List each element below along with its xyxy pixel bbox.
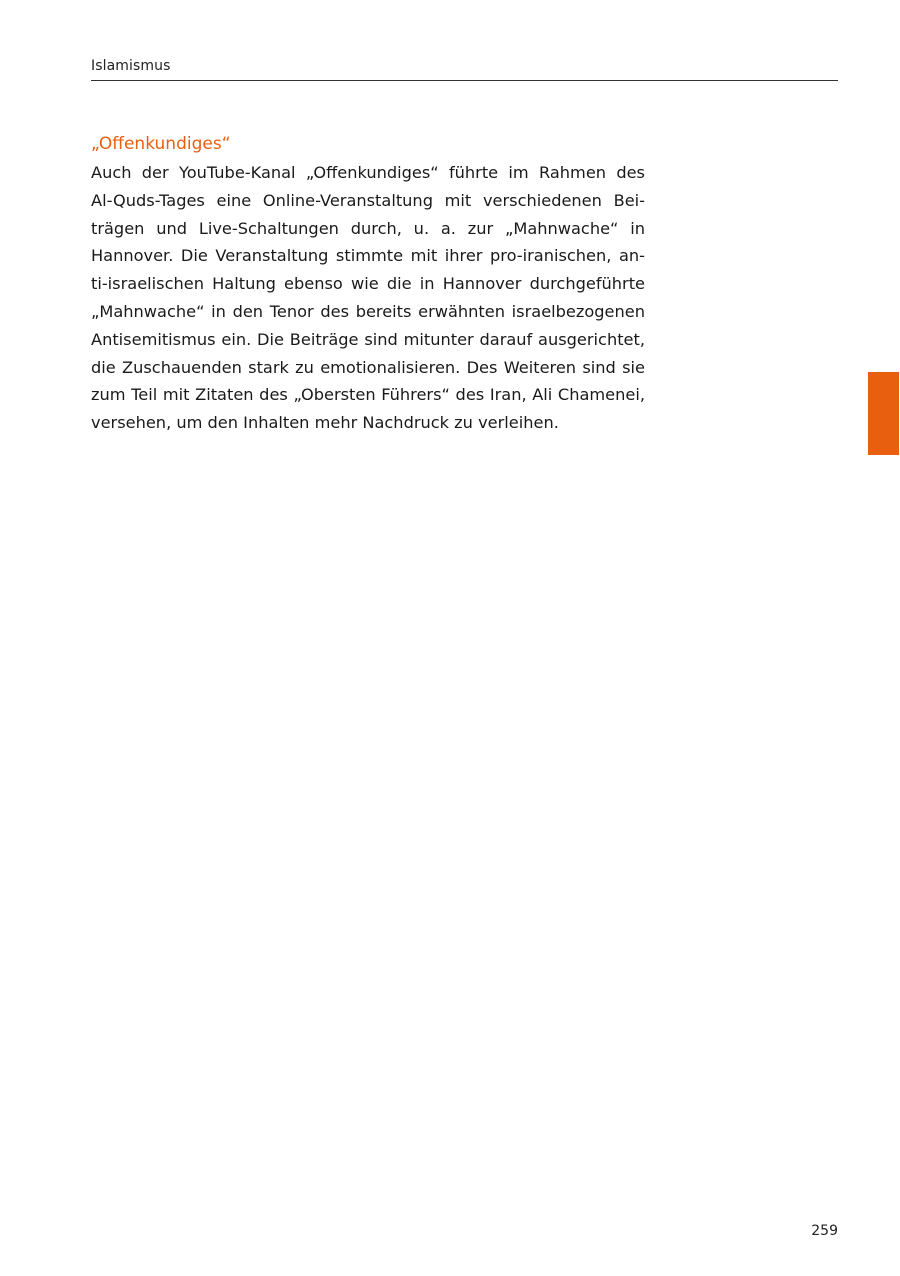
body-line: versehen, um den Inhalten mehr Nachdruck zu verleihen. (91, 413, 559, 433)
body-line: „Mahnwache“ in den Tenor des bereits erwähnten israelbezogenen (91, 301, 645, 321)
body-line: zum Teil mit Zitaten des „Obersten Führers“ des Iran, Ali Chamenei, (91, 385, 645, 405)
body-line: Auch der YouTube-Kanal „Offenkundiges“ führte im Rahmen des (91, 163, 645, 182)
body-line: Antisemitismus ein. Die Beiträge sind mitunter darauf ausgerichtet, (91, 329, 645, 349)
header-rule (91, 80, 838, 81)
body-line: ti-israelischen Haltung ebenso wie die in Hannover durchgeführte (91, 274, 645, 294)
section-heading: „Offenkundiges“ (91, 134, 231, 154)
body-line: Al-Quds-Tages eine Online-Veranstaltung mit verschiedenen Bei- (91, 190, 645, 210)
body-paragraph (91, 159, 645, 437)
page-number: 259 (811, 1223, 838, 1239)
body-line: trägen und Live-Schaltungen durch, u. a. zur „Mahnwache“ in (91, 218, 645, 238)
body-line: die Zuschauenden stark zu emotionalisieren. Des Weiteren sind sie (91, 357, 645, 377)
body-line: Hannover. Die Veranstaltung stimmte mit ihrer pro-iranischen, an- (91, 246, 645, 266)
running-header: Islamismus (91, 58, 171, 74)
chapter-thumb-tab (868, 372, 899, 455)
